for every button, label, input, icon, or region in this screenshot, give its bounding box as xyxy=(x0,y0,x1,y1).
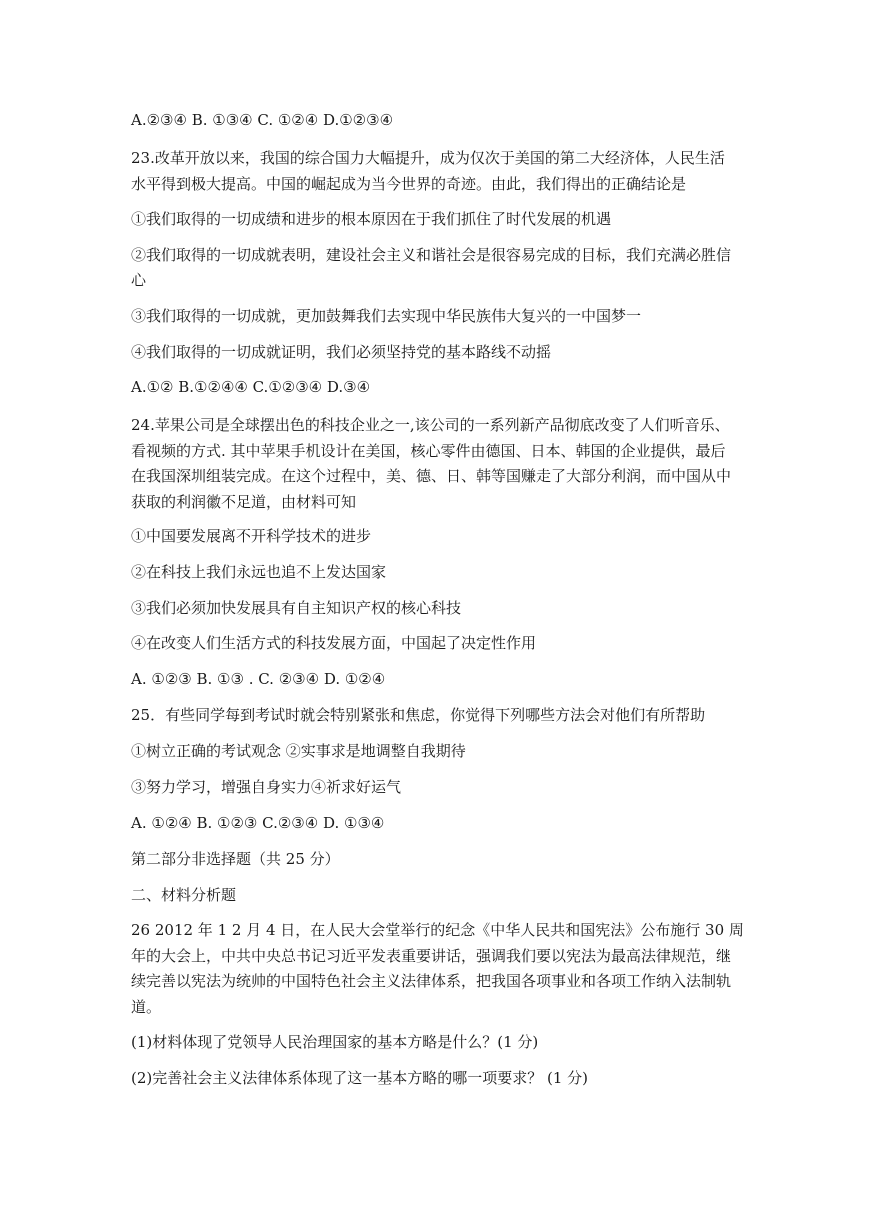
q24-item-1: ①中国要发展离不开科学技术的进步 xyxy=(131,527,372,545)
q23-item-3: ③我们取得的一切成就，更加鼓舞我们去实现中华民族伟大复兴的一中国梦一 xyxy=(131,307,642,325)
q24-options: A. ①②③ B. ①③ . C. ②③④ D. ①②④ xyxy=(131,670,386,688)
q23-item-2-line-2: 心 xyxy=(131,271,147,289)
q26-material-line-2: 年的大会上，中共中央总书记习近平发表重要讲话，强调我们要以宪法为最高法律规范，继 xyxy=(131,947,732,965)
q23-options: A.①② B.①②④④ C.①②③④ D.③④ xyxy=(131,378,371,396)
q24-item-2: ②在科技上我们永远也追不上发达国家 xyxy=(131,563,387,581)
q24-item-4: ④在改变人们生活方式的科技发展方面，中国起了决定性作用 xyxy=(131,634,537,652)
q23-stem-line-1: 23.改革开放以来，我国的综合国力大幅提升，成为仅次于美国的第二大经济体，人民生活 xyxy=(131,149,725,167)
q24-stem-line-2: 看视频的方式. 其中苹果手机设计在美国，核心零件由德国、日本、韩国的企业提供，最后 xyxy=(131,442,726,460)
q24-item-3: ③我们必须加快发展具有自主知识产权的核心科技 xyxy=(131,599,462,617)
q22-options: A.②③④ B. ①③④ C. ①②④ D.①②③④ xyxy=(131,111,394,129)
q26-material-line-4: 道。 xyxy=(131,998,162,1016)
q25-items-3-4: ③努力学习，增强自身实力④祈求好运气 xyxy=(131,778,402,796)
section-heading: 二、材料分析题 xyxy=(131,886,237,904)
q24-stem-line-3: 在我国深圳组装完成。在这个过程中，美、德、日、韩等国赚走了大部分利润，而中国从中 xyxy=(131,467,732,485)
q23-stem-line-2: 水平得到极大提高。中国的崛起成为当今世界的奇迹。由此，我们得出的正确结论是 xyxy=(131,175,687,193)
q23-item-1: ①我们取得的一切成绩和进步的根本原因在于我们抓住了时代发展的机遇 xyxy=(131,210,612,228)
q25-stem: 25．有些同学每到考试时就会特别紧张和焦虑，你觉得下列哪些方法会对他们有所帮助 xyxy=(131,706,706,724)
q24-stem-line-1: 24.苹果公司是全球摆出色的科技企业之一,该公司的一系列新产品彻底改变了人们听音乐、 xyxy=(131,416,730,434)
part-two-heading: 第二部分非选择题（共 25 分） xyxy=(131,850,340,868)
q24-stem-line-4: 获取的利润徽不足道，由材料可知 xyxy=(131,493,357,511)
q25-items-1-2: ①树立正确的考试观念 ②实事求是地调整自我期待 xyxy=(131,742,466,760)
q26-subquestion-1: (1)材料体现了党领导人民治理国家的基本方略是什么？(1 分) xyxy=(131,1033,539,1051)
q26-material-line-1: 26 2012 年 1 2 月 4 日，在人民大会堂举行的纪念《中华人民共和国宪法》公布施行 30 周 xyxy=(131,921,744,939)
q23-item-4: ④我们取得的一切成就证明，我们必须坚持党的基本路线不动摇 xyxy=(131,343,552,361)
q26-subquestion-2: (2)完善社会主义法律体系体现了这一基本方略的哪一项要求？ (1 分) xyxy=(131,1069,589,1087)
q25-options: A. ①②④ B. ①②③ C.②③④ D. ①③④ xyxy=(131,814,385,832)
q23-item-2-line-1: ②我们取得的一切成就表明，建设社会主义和谐社会是很容易完成的目标，我们充满必胜信 xyxy=(131,246,732,264)
q26-material-line-3: 续完善以宪法为统帅的中国特色社会主义法律体系，把我国各项事业和各项工作纳入法制轨 xyxy=(131,972,732,990)
